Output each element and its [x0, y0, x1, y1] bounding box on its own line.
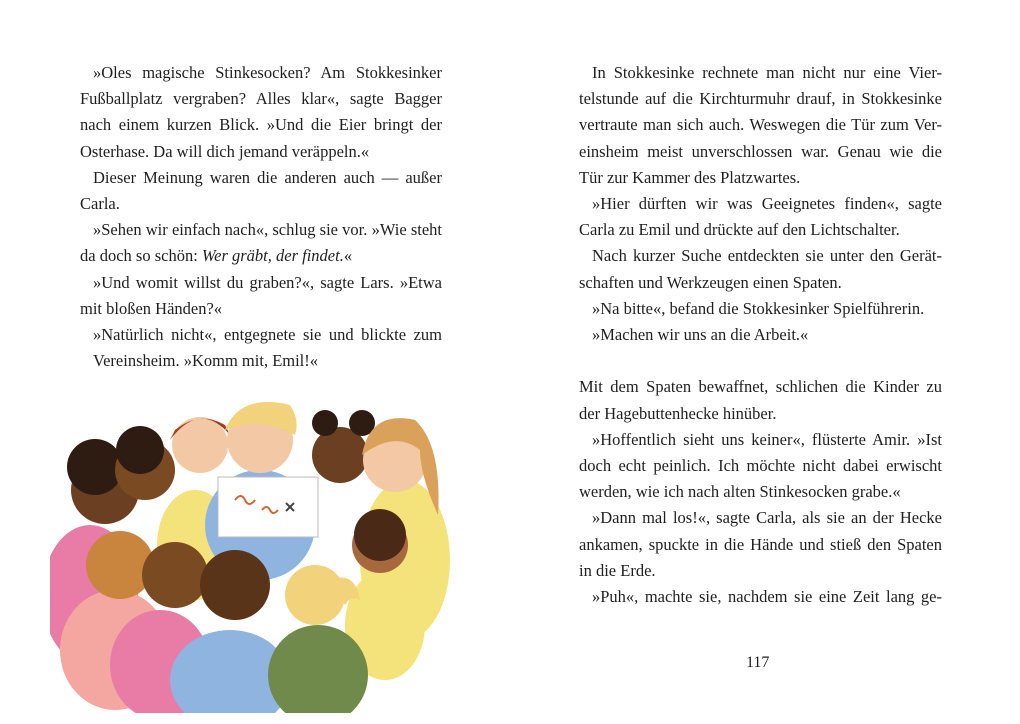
- text-line: »Hoffentlich sieht uns keiner«, flüsterte Amir. »Ist: [592, 429, 942, 449]
- text-line: »Machen wir uns an die Arbeit.«: [592, 325, 809, 345]
- text-line: vertraute man sich auch. Weswegen die Tür zum Ver-: [579, 115, 942, 135]
- text-line: einsheim meist unverschlossen war. Genau wie die: [579, 141, 942, 161]
- text-line: »Hier dürften wir was Geeignetes finden«, sagte: [592, 194, 942, 214]
- text-line: Nach kurzer Suche entdeckten sie unter den Gerät-: [592, 246, 942, 266]
- text-line: Carla.: [80, 194, 120, 214]
- text-line: mit bloßen Händen?«: [80, 298, 223, 318]
- text-line: telstunde auf die Kirchturmuhr drauf, in Stokkesinke: [579, 89, 942, 109]
- text-line: doch echt peinlich. Ich möchte nicht dabei erwischt: [579, 456, 942, 476]
- text-line: in die Erde.: [579, 560, 656, 580]
- text-line: nach einem kurzen Blick. »Und die Eier bringt der: [80, 115, 442, 135]
- right-page: [510, 0, 1020, 724]
- text-line: werden, wie ich nach alten Stinkesocken grabe.«: [579, 482, 901, 502]
- text-line: In Stokkesinke rechnete man nicht nur eine Vier-: [592, 63, 942, 82]
- text-line: schaften und Werkzeugen einen Spaten.: [579, 272, 842, 292]
- child-red-hair-head: [172, 417, 228, 473]
- text-line: Osterhase. Da will dich jemand veräppeln.«: [80, 141, 370, 161]
- text-line: Fußballplatz vergraben? Alles klar«, sagte Bagger: [80, 89, 442, 109]
- right-page-text: [579, 60, 942, 610]
- text-line: Vereinsheim. »Komm mit, Emil!«: [93, 351, 319, 371]
- text-line: Mit dem Spaten bewaffnet, schlichen die Kinder zu: [579, 377, 942, 397]
- text-line: »Sehen wir einfach nach«, schlug sie vor. »Wie steht: [93, 220, 442, 240]
- text-line: »Na bitte«, befand die Stokkesinker Spielführerin.: [592, 298, 925, 318]
- text-line: der Hagebuttenhecke hinüber.: [579, 403, 777, 423]
- left-page-text: [80, 60, 442, 374]
- text-line: [579, 348, 942, 374]
- text-line: »Dann mal los!«, sagte Carla, als sie an der Hecke: [592, 508, 942, 528]
- text-line: Dieser Meinung waren die anderen auch — außer: [93, 167, 442, 187]
- page-number: 117: [746, 654, 770, 671]
- children-circle-illustration: [50, 395, 450, 713]
- text-line: Tür zur Kammer des Platzwartes.: [579, 167, 801, 187]
- text-line: »Und womit willst du graben?«, sagte Lars. »Etwa: [93, 272, 442, 292]
- text-line: Carla zu Emil und drückte auf den Lichtschalter.: [579, 220, 900, 240]
- text-line: »Oles magische Stinkesocken? Am Stokkesinker: [93, 63, 442, 82]
- text-line: ankamen, spuckte in die Hände und stieß den Spaten: [579, 534, 942, 554]
- text-line: »Natürlich nicht«, entgegnete sie und blickte zum: [93, 325, 442, 345]
- text-line: da doch so schön: Wer gräbt, der findet.«: [80, 246, 353, 266]
- text-line: »Puh«, machte sie, nachdem sie eine Zeit lang ge-: [592, 587, 942, 607]
